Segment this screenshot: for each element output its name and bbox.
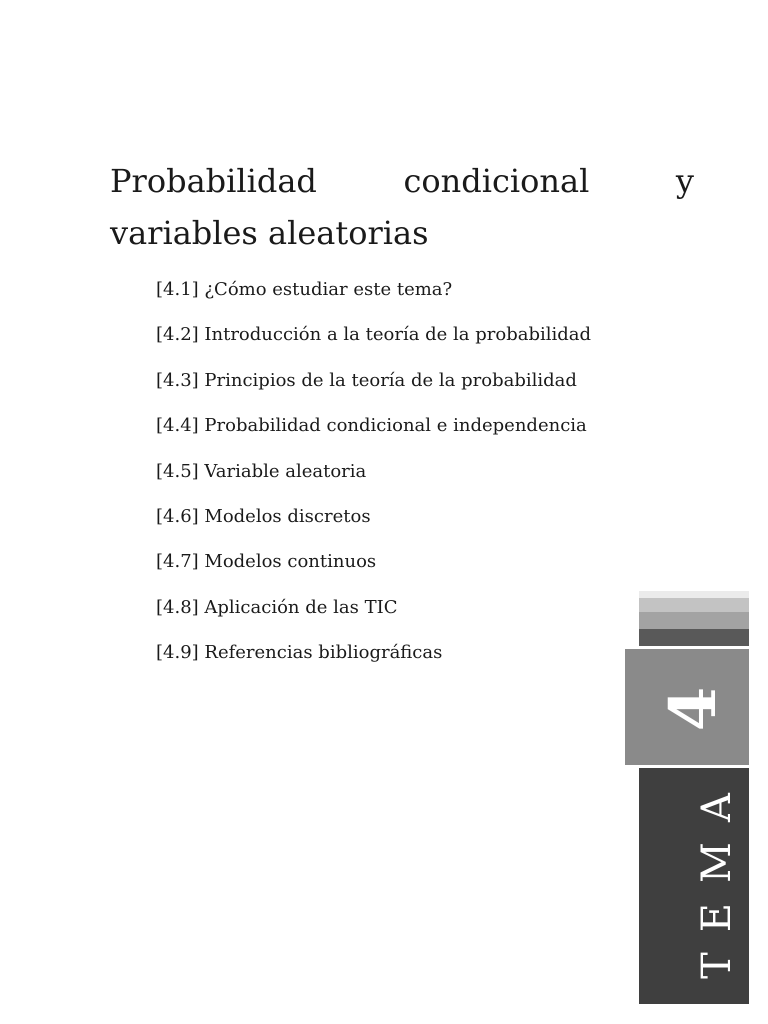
chapter-title: Probabilidad condicional y variables aleatorias [110,162,694,252]
table-of-contents [156,276,591,685]
toc-item: [4.8] Aplicación de las TIC [156,596,398,618]
chapter-number: 4 [655,686,731,732]
decorative-band [639,612,749,629]
decorative-band [639,591,749,598]
toc-item: [4.2] Introducción a la teoría de la probabilidad [156,324,592,346]
toc-item: [4.4] Probabilidad condicional e independencia [156,415,587,437]
toc-item: [4.1] ¿Cómo estudiar este tema? [156,279,453,300]
chapter-label: TEMA [694,773,740,979]
decorative-band [639,629,749,646]
toc-item: [4.9] Referencias bibliográficas [156,642,443,664]
decorative-band [639,598,749,612]
toc-item: [4.5] Variable aleatoria [156,460,367,482]
toc-item: [4.7] Modelos continuos [156,551,377,573]
toc-item: [4.3] Principios de la teoría de la probabilidad [156,369,577,391]
toc-item: [4.6] Modelos discretos [156,505,371,527]
